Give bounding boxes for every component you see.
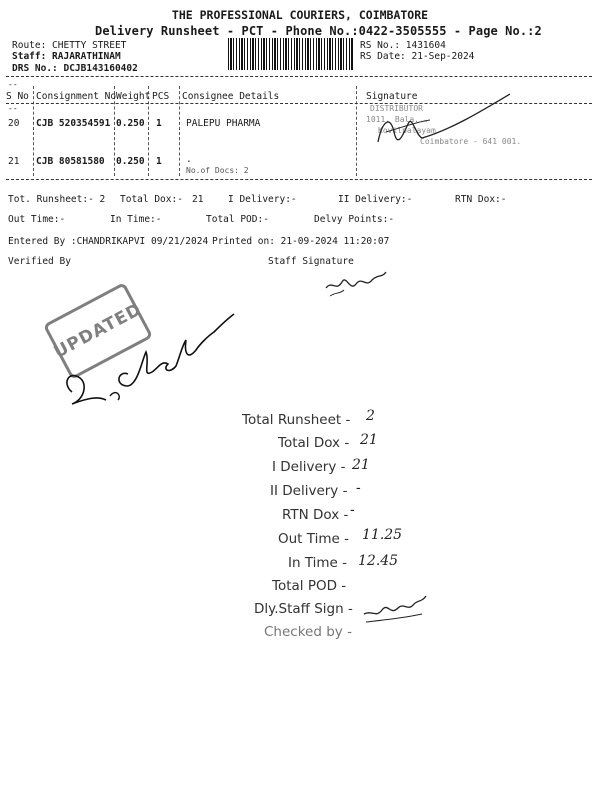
- checklist-value: -: [356, 480, 361, 496]
- table-bottom-rule: [6, 179, 592, 180]
- staff-label: Staff: RAJARATHINAM: [12, 51, 121, 62]
- checklist-label: I Delivery -: [272, 459, 346, 475]
- table-top-rule: [6, 76, 592, 77]
- tot-runsheet: Tot. Runsheet:- 2: [8, 194, 106, 205]
- runsheet-subtitle: Delivery Runsheet - PCT - Phone No.:0422-3505555 - Page No.:2: [95, 24, 542, 38]
- table-row-consignment: CJB 520354591: [36, 118, 111, 129]
- barcode-image: [228, 38, 354, 70]
- table-row-weight: 0.250: [116, 156, 145, 167]
- table-row-consignee: PALEPU PHARMA: [186, 118, 261, 129]
- col-header-weight: Weight: [116, 91, 151, 102]
- checklist-label: Out Time -: [278, 531, 349, 547]
- table-row-weight: 0.250: [116, 118, 145, 129]
- printed-on: Printed on: 21-09-2024 11:20:07: [212, 236, 390, 247]
- checklist-label: Dly.Staff Sign -: [254, 601, 353, 617]
- in-time-label: In Time:-: [110, 214, 162, 225]
- staff-signature-label: Staff Signature: [268, 256, 354, 267]
- checklist-label: Total POD -: [272, 578, 347, 594]
- checklist-label: Checked by -: [264, 624, 352, 640]
- consignee-signature: [360, 92, 520, 162]
- delvy-points-label: Delvy Points:-: [314, 214, 395, 225]
- rs-number: RS No.: 1431604: [360, 40, 446, 51]
- distributor-stamp-line: DISTRIBUTOR: [370, 104, 423, 113]
- checklist-value: 2: [366, 408, 375, 424]
- updated-stamp-text: UPDATED: [50, 299, 146, 363]
- company-title: THE PROFESSIONAL COURIERS, COIMBATORE: [171, 8, 429, 22]
- rs-date: RS Date: 21-Sep-2024: [360, 51, 475, 62]
- total-dox-label: Total Dox:-: [120, 194, 183, 205]
- checklist-value: 21: [360, 432, 378, 448]
- entered-by: Entered By :CHANDRIKAPVI 09/21/2024: [8, 236, 209, 247]
- table-row-consignment: CJB 80581580: [36, 156, 105, 167]
- checklist-value: 11.25: [362, 527, 403, 543]
- i-delivery-label: I Delivery:-: [228, 194, 297, 205]
- table-row-pcs: 1: [156, 156, 162, 167]
- distributor-stamp-line: Coimbatore - 641 001.: [420, 137, 522, 146]
- total-pod-label: Total POD:-: [206, 214, 269, 225]
- checklist-label: RTN Dox -: [282, 507, 349, 523]
- col-header-pcs: PCS: [152, 91, 170, 102]
- table-row-pcs: 1: [156, 118, 162, 129]
- col-header-consignee: Consignee Details: [182, 91, 280, 102]
- dly-staff-signature-mark: [360, 592, 450, 626]
- table-row-consignee: .: [186, 154, 192, 165]
- checklist-value: 21: [352, 457, 370, 473]
- checklist-label: II Delivery -: [270, 483, 348, 499]
- table-row-sno: 20: [8, 118, 20, 129]
- verified-by-label: Verified By: [8, 256, 71, 267]
- out-time-label: Out Time:-: [8, 214, 66, 225]
- distributor-stamp-line: 1011, Bala...: [366, 115, 429, 124]
- total-dox-value: 21: [192, 194, 204, 205]
- staff-signature-mark: [322, 266, 392, 302]
- table-row-docs-note: No.of Docs: 2: [186, 166, 249, 175]
- checklist-label: Total Dox -: [278, 435, 350, 451]
- checklist-value: 12.45: [358, 553, 399, 569]
- col-divider: [33, 86, 34, 176]
- col-header-consignment: Consignment No: [36, 91, 117, 102]
- col-header-sno: S No: [6, 91, 29, 102]
- ii-delivery-label: II Delivery:-: [338, 194, 413, 205]
- col-divider: [356, 86, 357, 176]
- col-divider: [179, 86, 180, 176]
- col-header-signature: Signature: [366, 91, 418, 102]
- table-row-sno: 21: [8, 156, 20, 167]
- rtn-dox-label: RTN Dox:-: [455, 194, 507, 205]
- checklist-label: Total Runsheet -: [242, 412, 351, 428]
- checklist-value: -: [350, 502, 355, 518]
- verifier-signature: [58, 300, 258, 420]
- route-label: Route: CHETTY STREET: [12, 40, 127, 51]
- drs-number: DRS No.: DCJB143160402: [12, 63, 138, 74]
- distributor-stamp-line: Kovilpalayam: [378, 126, 436, 135]
- checklist-label: In Time -: [288, 555, 348, 571]
